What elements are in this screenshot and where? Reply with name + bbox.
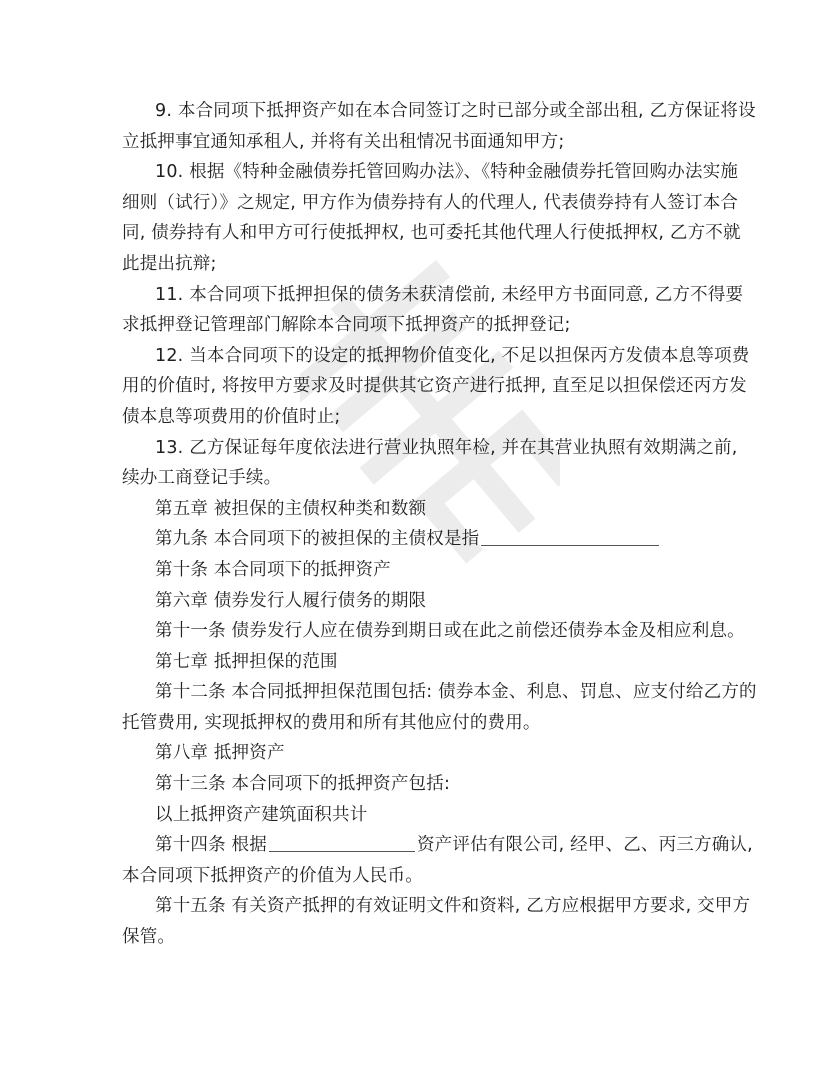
clause-9-line-2: 立抵押事宜通知承租人, 并将有关出租情况书面通知甲方; <box>122 131 565 152</box>
clause-11-line-1: 11. 本合同项下抵押担保的债务未获清偿前, 未经甲方书面同意, 乙方不得要 <box>155 284 744 305</box>
clause-13-line-2: 续办工商登记手续。 <box>122 468 282 489</box>
article-12-line-2: 托管费用, 实现抵押权的费用和所有其他应付的费用。 <box>122 712 541 733</box>
article-14-text-after: 资产评估有限公司, 经甲、乙、丙三方确认, <box>416 835 753 856</box>
article-15-line-1: 第十五条 有关资产抵押的有效证明文件和资料, 乙方应根据甲方要求, 交甲方 <box>155 896 751 917</box>
fill-in-blank-main-claim[interactable] <box>481 525 659 546</box>
clause-12-line-3: 债本息等项费用的价值时止; <box>122 406 341 427</box>
article-9 <box>122 524 710 555</box>
article-12-line-1: 第十二条 本合同抵押担保范围包括: 债券本金、利息、罚息、应支付给乙方的 <box>155 682 757 703</box>
clause-12-line-2: 用的价值时, 将按甲方要求及时提供其它资产进行抵押, 直至足以担保偿还丙方发 <box>122 376 747 397</box>
document-body <box>122 96 757 953</box>
clause-12-line-1: 12. 当本合同项下的设定的抵押物价值变化, 不足以担保丙方发债本息等项费 <box>155 345 750 366</box>
fill-in-blank-appraisal-company[interactable] <box>269 831 415 852</box>
clause-13-line-1: 13. 乙方保证每年度依法进行营业执照年检, 并在其营业执照有效期满之前, <box>155 437 738 458</box>
clause-10-line-2: 细则（试行）》之规定, 甲方作为债券持有人的代理人, 代表债券持有人签订本合 <box>122 192 739 213</box>
clause-9-line-1: 9. 本合同项下抵押资产如在本合同签订之时已部分或全部出租, 乙方保证将设 <box>155 101 756 121</box>
total-floor-area-line: 以上抵押资产建筑面积共计 <box>155 804 368 825</box>
article-10: 第十条 本合同项下的抵押资产 <box>155 559 391 580</box>
clause-10-line-1: 10. 根据《特种金融债券托管回购办法》、《特种金融债券托管回购办法实施 <box>155 162 739 183</box>
chapter-8-heading: 第八章 抵押资产 <box>155 743 285 764</box>
article-14-line-1 <box>122 830 753 861</box>
clause-11-line-2: 求抵押登记管理部门解除本合同项下抵押资产的抵押登记; <box>122 315 571 336</box>
chapter-7-heading: 第七章 抵押担保的范围 <box>155 651 338 672</box>
article-14-line-2: 本合同项下抵押资产的价值为人民币。 <box>122 865 423 886</box>
article-13: 第十三条 本合同项下的抵押资产包括: <box>155 774 451 795</box>
article-9-text: 第九条 本合同项下的被担保的主债权是指 <box>155 529 480 550</box>
article-11: 第十一条 债券发行人应在债券到期日或在此之前偿还债券本金及相应利息。 <box>155 621 745 642</box>
chapter-5-heading: 第五章 被担保的主债权种类和数额 <box>155 498 427 519</box>
clause-10-line-3: 同, 债券持有人和甲方可行使抵押权, 也可委托其他代理人行使抵押权, 乙方不就 <box>122 223 741 244</box>
clause-10-line-4: 此提出抗辩; <box>122 253 217 274</box>
chapter-6-heading: 第六章 债券发行人履行债务的期限 <box>155 590 427 611</box>
article-15-line-2: 保管。 <box>122 927 176 948</box>
article-14-text-before: 第十四条 根据 <box>155 835 267 856</box>
